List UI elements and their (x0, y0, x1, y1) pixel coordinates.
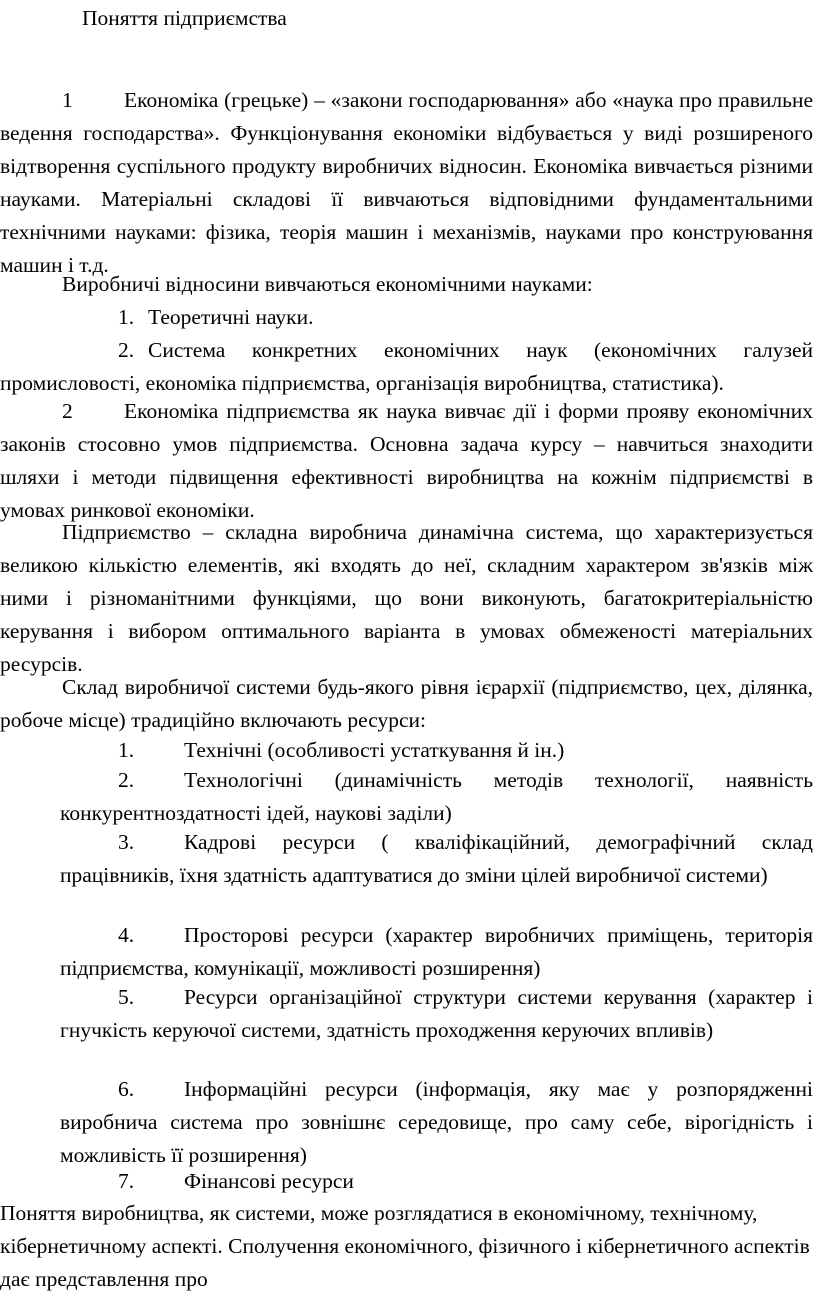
list-text: Фінансові ресурси (184, 1169, 354, 1193)
resource-item (60, 826, 813, 892)
list-item (0, 301, 813, 334)
list-text: Інформаційні ресурси (інформація, яку має у розпорядженні виробнича система про зовнішнє середовище, про саму себе, вірогідність і можливість її розширення) (60, 1077, 813, 1167)
list-text: Просторові ресурси (характер виробничих приміщень, територія підприємства, комунікації, можливості розширення) (60, 923, 813, 980)
paragraph-number: 2 (62, 399, 73, 423)
list-text: Ресурси організаційної структури системи керування (характер і гнучкість керуючої системи, здатність проходження керуючих впливів) (60, 985, 813, 1042)
resource-item (118, 1165, 354, 1198)
list-marker: 2. (118, 768, 135, 792)
list-marker: 3. (118, 830, 135, 854)
paragraph-enterprise-economics (0, 395, 813, 527)
list-marker: 1. (118, 738, 135, 762)
list-marker: 1. (118, 305, 135, 329)
document-title: Поняття підприємства (82, 6, 287, 30)
list-text: Система конкретних економічних наук (економічних галузей промисловості, економіка підприємства, організація виробництва, статистика). (0, 338, 813, 395)
list-text: Технологічні (динамічність методів технології, наявність конкурентноздатності ідей, наукові заділи) (60, 768, 813, 825)
list-marker: 7. (118, 1169, 135, 1193)
resource-item (60, 764, 813, 830)
list-text: Теоретичні науки. (148, 305, 314, 329)
list-text: Кадрові ресурси ( кваліфікаційний, демографічний склад працівників, їхня здатність адаптуватися до зміни цілей виробничої системи) (60, 830, 813, 887)
list-item (0, 334, 813, 400)
list-marker: 6. (118, 1077, 135, 1101)
paragraph-production-relations: Виробничі відносини вивчаються економічними науками: (62, 272, 593, 296)
paragraph-text: Економіка (грецьке) – «закони господарювання» або «наука про правильне ведення господарства». Функціонування економіки відбувається у виді розширеного відтворення суспільного продукту виробничих відносин. Економіка вивчається різними науками. Матеріальні складові її вивчаються відповідними фундаментальними технічними науками: фізика, теорія машин і механізмів, науками про конструювання машин і т.д. (0, 88, 813, 277)
paragraph-number: 1 (62, 88, 73, 112)
list-text: Технічні (особливості устаткування й ін.) (184, 738, 565, 762)
resource-item (60, 919, 813, 985)
paragraph-system-composition: Склад виробничої системи будь-якого рівня ієрархії (підприємство, цех, ділянка, робоче місце) традиційно включають ресурси: (0, 675, 813, 732)
list-marker: 5. (118, 985, 135, 1009)
resource-item (60, 734, 813, 767)
paragraph-economics (0, 84, 813, 281)
paragraph-production-concept: Поняття виробництва, як системи, може розглядатися в економічному, технічному, кібернетичному аспекті. Сполучення економічного, фізичного і кібернетичного аспектів дає представлення про (0, 1201, 810, 1291)
list-marker: 2. (118, 338, 135, 362)
list-marker: 4. (118, 923, 135, 947)
resource-item (60, 1073, 813, 1172)
resource-item (60, 981, 813, 1047)
paragraph-text: Економіка підприємства як наука вивчає дії і форми прояву економічних законів стосовно умов підприємства. Основна задача курсу – навчиться знаходити шляхи і методи підвищення ефективності виробництва на кожнім підприємстві в умовах ринкової економіки. (0, 399, 813, 522)
paragraph-enterprise-definition: Підприємство – складна виробнича динамічна система, що характеризується великою кількістю елементів, які входять до неї, складним характером зв'язків між ними і різноманітними функціями, що вони виконують, багатокритеріальністю керування і вибором оптимального варіанта в умовах обмеженості матеріальних ресурсів. (0, 520, 813, 676)
